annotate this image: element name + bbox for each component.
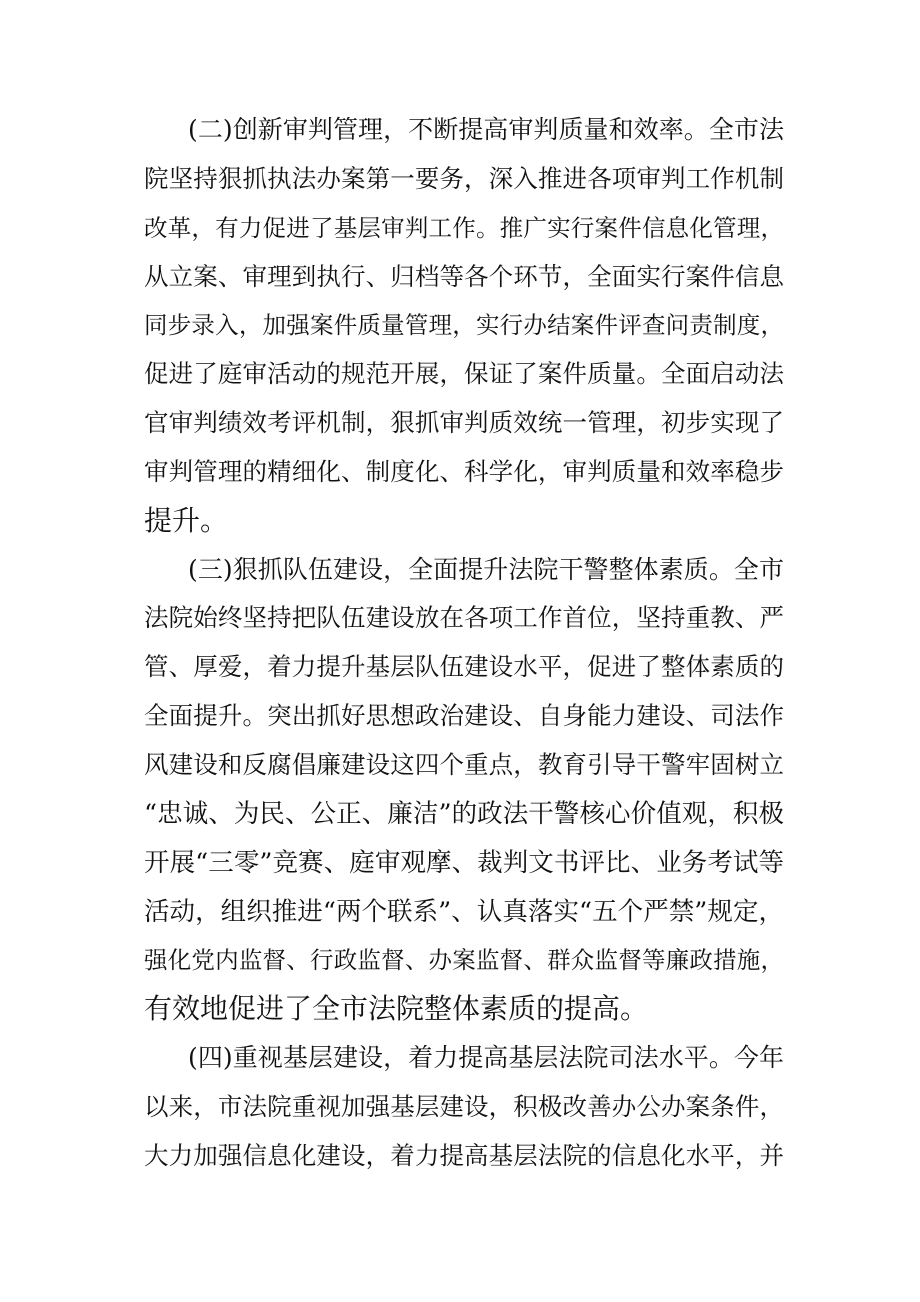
text-line: 管、厚爱，着力提升基层队伍建设水平，促进了整体素质的	[144, 652, 784, 682]
text-line: 促进了庭审活动的规范开展，保证了案件质量。全面启动法	[144, 359, 784, 389]
document-body	[144, 106, 784, 1181]
text-line: 有效地促进了全市法院整体素质的提高。	[144, 992, 649, 1026]
text-line: “忠诚、为民、公正、廉洁”的政法干警核心价值观，积极	[144, 798, 784, 829]
text-line: 大力加强信息化建设，着力提高基层法院的信息化水平，并	[144, 1140, 784, 1170]
text-line: 同步录入，加强案件质量管理，实行办结案件评查问责制度，	[144, 311, 784, 340]
text-line: 活动，组织推进“两个联系”、认真落实“五个严禁”规定，	[144, 896, 784, 927]
text-line: (二)创新审判管理，不断提高审判质量和效率。全市法	[188, 115, 784, 144]
text-line: 院坚持狠抓执法办案第一要务，深入推进各项审判工作机制	[144, 163, 784, 193]
text-line: 法院始终坚持把队伍建设放在各项工作首位，坚持重教、严	[144, 603, 784, 633]
text-line: 改革，有力促进了基层审判工作。推广实行案件信息化管理，	[144, 213, 784, 242]
text-line: (四)重视基层建设，着力提高基层法院司法水平。今年	[188, 1043, 784, 1073]
paragraph-team-building	[144, 546, 784, 1034]
text-line: 审判管理的精细化、制度化、科学化，审判质量和效率稳步	[144, 456, 784, 486]
text-line: 从立案、审理到执行、归档等各个环节，全面实行案件信息	[144, 261, 784, 291]
text-line: 风建设和反腐倡廉建设这四个重点，教育引导干警牢固树立	[144, 749, 784, 779]
text-line: 官审判绩效考评机制，狠抓审判质效统一管理，初步实现了	[144, 408, 784, 438]
text-line: 以来，市法院重视加强基层建设，积极改善办公办案条件，	[144, 1091, 784, 1121]
text-line: 提升。	[144, 503, 229, 537]
text-line: (三)狠抓队伍建设，全面提升法院干警整体素质。全市	[188, 554, 784, 584]
text-line: 开展“三零”竞赛、庭审观摩、裁判文书评比、业务考试等	[144, 847, 784, 878]
text-line: 全面提升。突出抓好思想政治建设、自身能力建设、司法作	[144, 701, 784, 731]
paragraph-trial-management	[144, 106, 784, 546]
paragraph-grassroots-construction	[144, 1034, 784, 1181]
text-line: 强化党内监督、行政监督、办案监督、群众监督等廉政措施，	[144, 946, 784, 975]
